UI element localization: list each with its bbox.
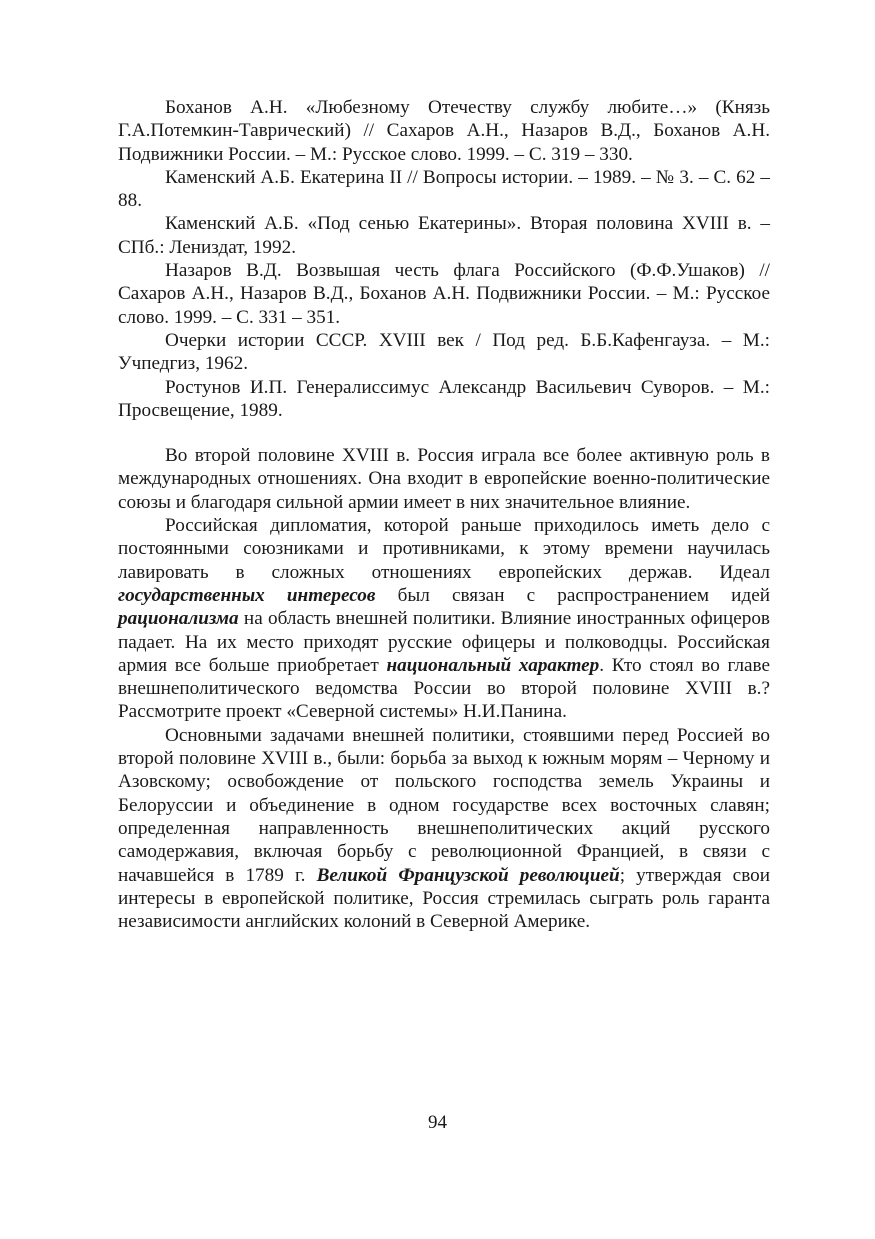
text-run: Российская дипломатия, которой раньше приходилось иметь дело с постоянными союзниками и противниками, к этому времени научилась лавировать в сложных отношениях европейских держав. Идеал bbox=[118, 515, 770, 583]
text-run: был связан с распространением идей bbox=[375, 584, 771, 606]
emphasis-term: национальный характер bbox=[386, 654, 600, 676]
text-run: ; утверждая свои интересы в европейской политике, Россия стремилась сыграть роль гаранта независимости английских колоний в Северной Америке. bbox=[118, 864, 770, 933]
page-number: 94 bbox=[428, 1112, 447, 1133]
emphasis-term: Великой Французской революцией bbox=[316, 864, 620, 886]
reference-item: Боханов А.Н. «Любезному Отечеству службу любите…» (Князь Г.А.Потемкин-Таврический) // Сахаров А.Н., Назаров В.Д., Боханов А.Н. Подвижники России. – М.: Русское слово. 1999. – С. 319 – 330. bbox=[118, 97, 770, 165]
reference-item: Каменский А.Б. Екатерина II // Вопросы истории. – 1989. – № 3. – С. 62 – 88. bbox=[118, 166, 770, 212]
section-gap bbox=[118, 422, 770, 444]
emphasis-term: государственных интересов bbox=[118, 584, 376, 606]
page-body bbox=[118, 96, 770, 933]
text-run: на область внешней политики. Влияние иностранных офицеров падает. На их место приходят русские офицеры и полководцы. Российская армия все больше приобретает bbox=[118, 608, 770, 676]
reference-item: Назаров В.Д. Возвышая честь флага Российского (Ф.Ф.Ушаков) // Сахаров А.Н., Назаров В.Д., Боханов А.Н. Подвижники России. – М.: Русское слово. 1999. – С. 331 – 351. bbox=[118, 260, 770, 328]
text-run: Основными задачами внешней политики, стоявшими перед Россией во второй половине XVIII в., были: борьба за выход к южным морям – Черному и Азовскому; освобождение от польского господства земель Украины и Белоруссии и объединение в одном государстве всех восточных славян; определенная направленность внешнеполитических акций русского самодержавия, включая борьбу с революционной Францией, в связи с начавшейся в 1789 г. bbox=[118, 724, 770, 886]
text-run: . Кто стоял во главе внешнеполитического ведомства России во второй половине XVIII в.? Рассмотрите проект «Северной системы» Н.И.Панина. bbox=[118, 654, 770, 723]
paragraph-2 bbox=[118, 514, 770, 724]
reference-item: Каменский А.Б. «Под сенью Екатерины». Вторая половина XVIII в. – СПб.: Лениздат, 1992. bbox=[118, 213, 770, 258]
reference-item: Ростунов И.П. Генералиссимус Александр Васильевич Суворов. – М.: Просвещение, 1989. bbox=[118, 376, 770, 421]
reference-item: Очерки истории СССР. XVIII век / Под ред. Б.Б.Кафенгауза. – М.: Учпедгиз, 1962. bbox=[118, 329, 770, 375]
emphasis-term: рационализма bbox=[118, 608, 239, 630]
paragraph-1: Во второй половине XVIII в. Россия играла все более активную роль в международных отношениях. Она входит в европейские военно-политические союзы и благодаря сильной армии имеет в них значительное влияние. bbox=[118, 445, 770, 513]
paragraph-3 bbox=[118, 724, 770, 934]
